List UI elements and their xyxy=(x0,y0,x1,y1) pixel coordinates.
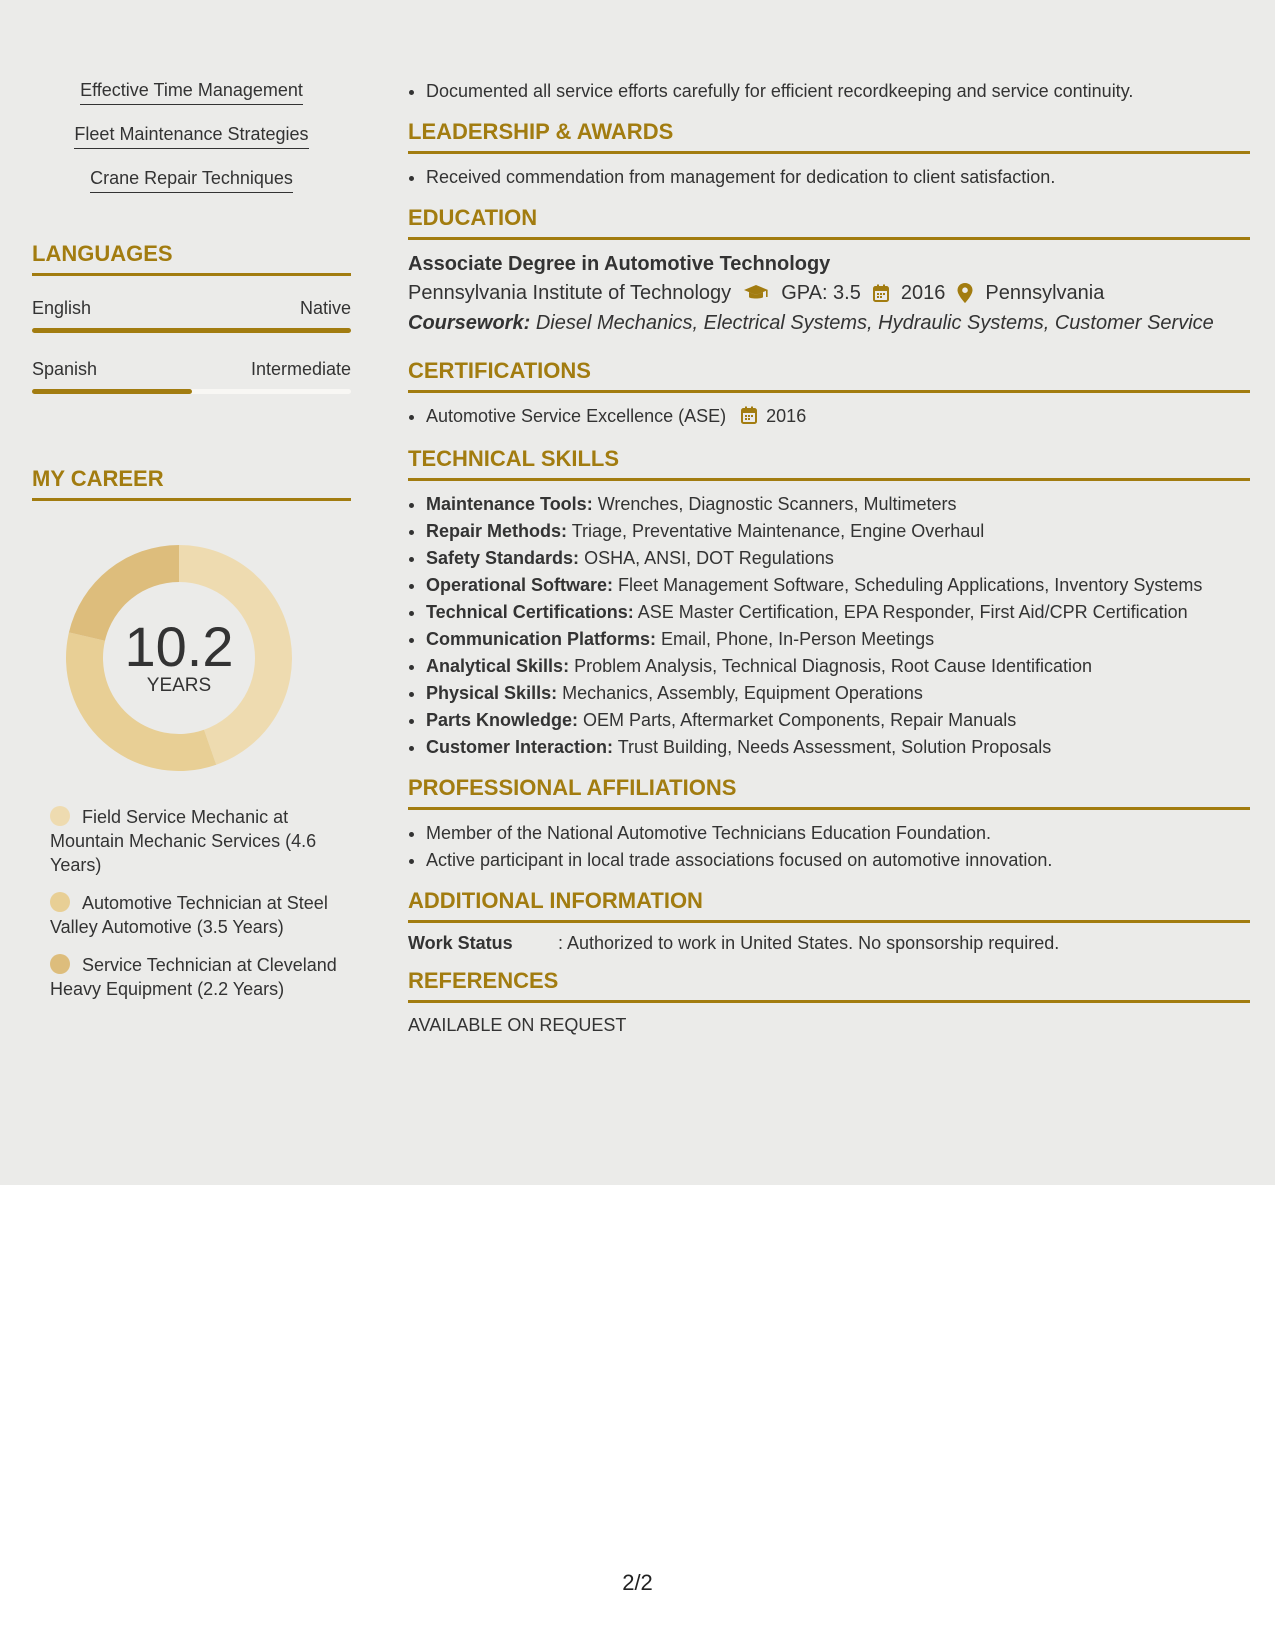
left-column xyxy=(32,80,351,1015)
skill-values: Email, Phone, In-Person Meetings xyxy=(661,629,935,649)
career-legend-item xyxy=(50,805,340,877)
certification-name: Automotive Service Excellence (ASE) xyxy=(426,406,727,426)
list-item xyxy=(426,403,1250,432)
career-legend xyxy=(32,805,340,1001)
legend-dot xyxy=(50,954,70,974)
coursework-label: Coursework: xyxy=(408,312,531,334)
work-status-value: : Authorized to work in United States. No sponsorship required. xyxy=(558,933,1060,953)
legend-dot xyxy=(50,806,70,826)
list-item xyxy=(426,680,1250,707)
technical-skills-heading: TECHNICAL SKILLS xyxy=(408,446,1250,481)
skill-label: Crane Repair Techniques xyxy=(90,168,293,193)
education-heading: EDUCATION xyxy=(408,205,1250,240)
list-item xyxy=(426,599,1250,626)
skill-values: ASE Master Certification, EPA Responder, First Aid/CPR Certification xyxy=(637,602,1188,622)
leadership-list xyxy=(408,164,1250,191)
list-item xyxy=(426,626,1250,653)
language-bar xyxy=(32,389,351,394)
skill-category: Parts Knowledge: xyxy=(426,710,579,730)
list-item xyxy=(426,707,1250,734)
skill-category: Safety Standards: xyxy=(426,548,580,568)
skill-item xyxy=(32,168,351,193)
career-donut xyxy=(66,545,292,771)
skill-values: Trust Building, Needs Assessment, Solution Proposals xyxy=(617,737,1052,757)
list-item xyxy=(426,572,1250,599)
work-status-row xyxy=(408,933,1250,954)
legend-label: Service Technician at Cleveland Heavy Equipment (2.2 Years) xyxy=(50,955,337,999)
language-bar xyxy=(32,328,351,333)
list-item: • Member of the National Automotive Technicians Education Foundation. xyxy=(426,820,1250,847)
references-heading: REFERENCES xyxy=(408,968,1250,1003)
degree-title: Associate Degree in Automotive Technology xyxy=(408,253,831,275)
skill-category: Operational Software: xyxy=(426,575,614,595)
skill-values: OEM Parts, Aftermarket Components, Repair Manuals xyxy=(583,710,1017,730)
skill-values: Problem Analysis, Technical Diagnosis, Root Cause Identification xyxy=(574,656,1093,676)
skill-values: Triage, Preventative Maintenance, Engine Overhaul xyxy=(571,521,985,541)
work-status-label: Work Status xyxy=(408,933,513,953)
list-item xyxy=(426,734,1250,761)
coursework-list: Diesel Mechanics, Electrical Systems, Hydraulic Systems, Customer Service xyxy=(535,312,1214,334)
list-item: • Documented all service efforts carefully for efficient recordkeeping and service continuity. xyxy=(426,78,1250,105)
list-item xyxy=(426,653,1250,680)
skill-item xyxy=(32,124,351,149)
skill-values: Fleet Management Software, Scheduling Applications, Inventory Systems xyxy=(618,575,1203,595)
skill-category: Customer Interaction: xyxy=(426,737,614,757)
career-legend-item xyxy=(50,891,340,939)
skill-label: Effective Time Management xyxy=(80,80,303,105)
map-pin-icon xyxy=(957,283,973,303)
list-item: • Active participant in local trade associations focused on automotive innovation. xyxy=(426,847,1250,874)
list-item xyxy=(426,545,1250,572)
career-heading: MY CAREER xyxy=(32,466,351,501)
skill-category: Physical Skills: xyxy=(426,683,558,703)
experience-tail-list xyxy=(408,78,1250,105)
affiliations-heading: PROFESSIONAL AFFILIATIONS xyxy=(408,775,1250,810)
languages-heading: LANGUAGES xyxy=(32,241,351,276)
leadership-heading: LEADERSHIP & AWARDS xyxy=(408,119,1250,154)
language-name: Spanish xyxy=(32,359,98,379)
skill-values: Wrenches, Diagnostic Scanners, Multimeters xyxy=(597,494,957,514)
page-number: 2/2 xyxy=(622,1570,653,1595)
language-english xyxy=(32,298,351,333)
graduation-cap-icon xyxy=(743,284,769,302)
legend-dot xyxy=(50,892,70,912)
language-level: Native xyxy=(299,298,351,318)
certifications-list xyxy=(408,403,1250,432)
calendar-icon xyxy=(741,405,757,432)
skill-item xyxy=(32,80,351,105)
career-legend-item xyxy=(50,953,340,1001)
skill-category: Communication Platforms: xyxy=(426,629,657,649)
skill-label: Fleet Maintenance Strategies xyxy=(74,124,308,149)
list-item xyxy=(426,518,1250,545)
certification-year: 2016 xyxy=(766,406,807,426)
language-bar-fill xyxy=(32,328,351,333)
skill-category: Technical Certifications: xyxy=(426,602,634,622)
skill-values: Mechanics, Assembly, Equipment Operations xyxy=(562,683,923,703)
skills-list xyxy=(32,80,351,193)
graduation-year: 2016 xyxy=(900,282,946,304)
skill-category: Maintenance Tools: xyxy=(426,494,593,514)
calendar-icon xyxy=(873,284,889,302)
career-donut-center xyxy=(66,617,292,697)
references-text: AVAILABLE ON REQUEST xyxy=(408,1015,627,1035)
school-location: Pennsylvania xyxy=(985,282,1105,304)
skill-values: OSHA, ANSI, DOT Regulations xyxy=(584,548,834,568)
gpa: GPA: 3.5 xyxy=(781,282,861,304)
legend-label: Automotive Technician at Steel Valley Automotive (3.5 Years) xyxy=(50,893,328,937)
school-name: Pennsylvania Institute of Technology xyxy=(408,282,732,304)
legend-label: Field Service Mechanic at Mountain Mechanic Services (4.6 Years) xyxy=(50,807,317,875)
career-total-years: 10.2 xyxy=(124,615,234,678)
language-name: English xyxy=(32,298,92,318)
skill-category: Analytical Skills: xyxy=(426,656,570,676)
language-spanish xyxy=(32,359,351,394)
coursework xyxy=(408,308,1250,338)
education-details xyxy=(408,278,1250,308)
certifications-heading: CERTIFICATIONS xyxy=(408,358,1250,393)
career-total-unit: YEARS xyxy=(146,675,212,696)
skill-category: Repair Methods: xyxy=(426,521,568,541)
right-column xyxy=(408,78,1250,1036)
list-item: • Received commendation from management for dedication to client satisfaction. xyxy=(426,164,1250,191)
additional-info-heading: ADDITIONAL INFORMATION xyxy=(408,888,1250,923)
list-item xyxy=(426,491,1250,518)
technical-skills-list xyxy=(408,491,1250,761)
affiliations-list xyxy=(408,820,1250,874)
language-level: Intermediate xyxy=(250,359,351,379)
language-bar-fill xyxy=(32,389,192,394)
